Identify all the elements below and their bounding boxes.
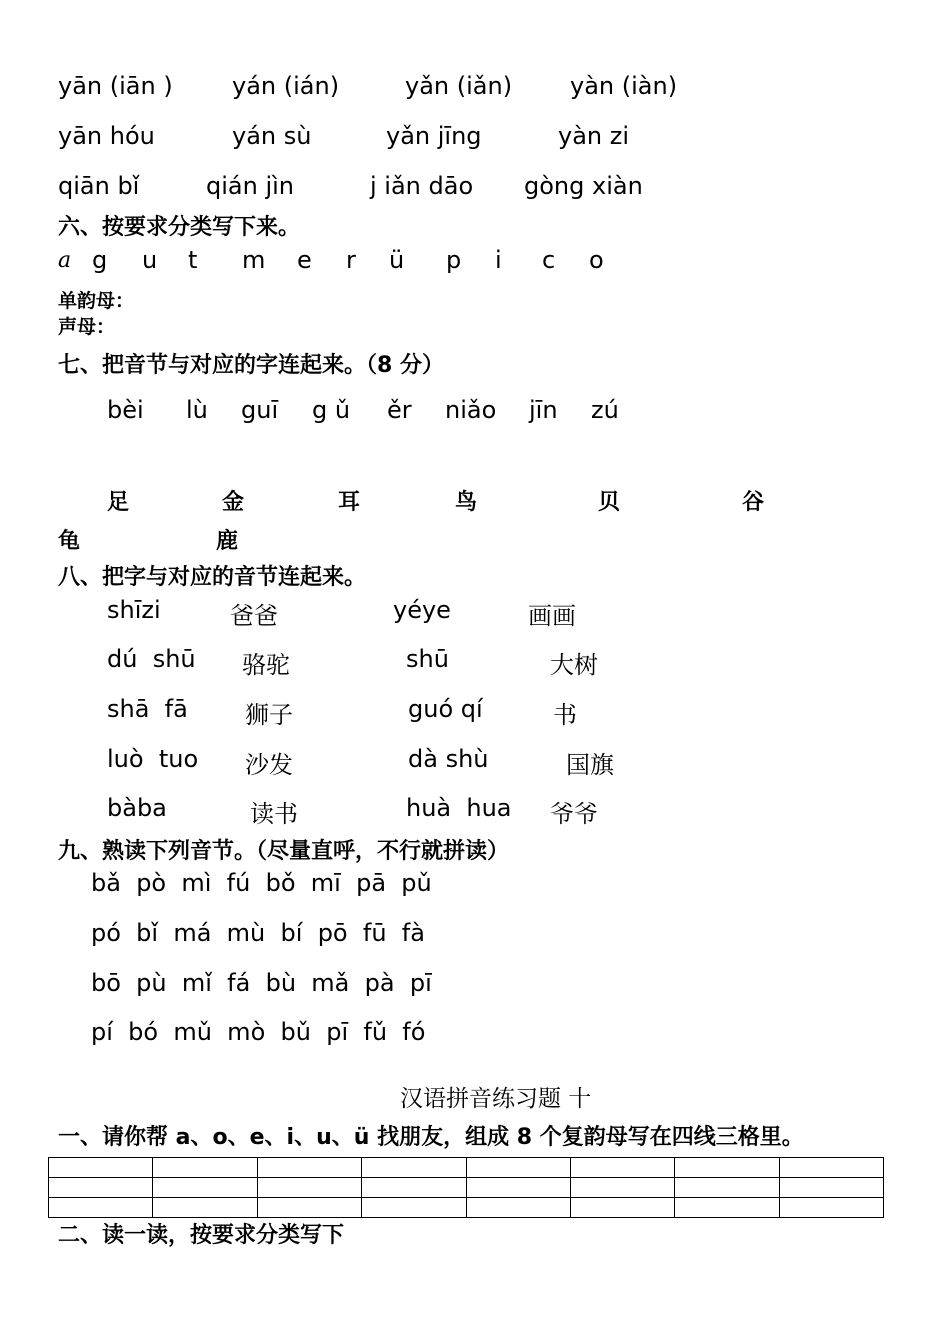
match-pinyin: shīzi [107, 596, 161, 624]
character: 金 [222, 490, 245, 515]
match-pinyin: huà hua [406, 794, 512, 822]
grid-cell [570, 1198, 674, 1218]
syllable: jīn [529, 396, 558, 424]
match-word: 国旗 [566, 751, 614, 779]
letter: c [542, 246, 556, 274]
match-pinyin: shā fā [107, 695, 188, 723]
letter: r [346, 246, 356, 274]
letter: t [188, 246, 198, 274]
grid-cell [153, 1178, 257, 1198]
syllable: ěr [387, 396, 412, 424]
grid-cell [779, 1198, 883, 1218]
match-word: 大树 [550, 651, 598, 679]
word-pinyin: qián jìn [206, 172, 294, 200]
grid-cell [570, 1158, 674, 1178]
match-word: 沙发 [245, 751, 293, 779]
syllable: yán (ián) [232, 72, 340, 100]
match-pinyin: bàba [107, 794, 167, 822]
character: 谷 [742, 490, 765, 515]
character: 耳 [338, 490, 361, 515]
grid-cell [362, 1158, 466, 1178]
grid-cell [570, 1178, 674, 1198]
match-word: 骆驼 [242, 651, 290, 679]
match-pinyin: shū [406, 645, 449, 673]
letter: i [495, 246, 502, 274]
syllable: zú [591, 396, 619, 424]
grid-cell [49, 1178, 153, 1198]
word-pinyin: yàn zi [558, 122, 630, 150]
letter: g [92, 246, 108, 274]
match-pinyin: luò tuo [107, 745, 199, 773]
section-9-title: 九、熟读下列音节。（尽量直呼，不行就拼读） [58, 839, 510, 864]
letter: ü [389, 246, 405, 274]
grid-cell [153, 1198, 257, 1218]
character: 贝 [598, 490, 621, 515]
syllable: lù [186, 396, 208, 424]
grid-cell [466, 1178, 570, 1198]
grid-cell [675, 1158, 779, 1178]
syllable: bèi [107, 396, 144, 424]
word-pinyin: yān hóu [58, 122, 155, 150]
section-8-title: 八、把字与对应的音节连起来。 [58, 565, 367, 590]
grid-cell [779, 1158, 883, 1178]
question-2: 二、读一读，按要求分类写下 [58, 1223, 345, 1248]
grid-row [49, 1178, 884, 1198]
grid-cell [362, 1178, 466, 1198]
syllable: yǎn (iǎn) [405, 72, 513, 100]
syllable: guī [241, 396, 279, 424]
match-word: 书 [553, 701, 577, 729]
syllable: yàn (iàn) [570, 72, 678, 100]
syllable: yān (iān ) [58, 72, 173, 100]
match-word: 爸爸 [230, 602, 278, 630]
exercise-title: 汉语拼音练习题 十 [400, 1086, 592, 1112]
match-word: 爷爷 [550, 800, 598, 828]
grid-cell [675, 1178, 779, 1198]
shengmu-label: 声母： [58, 316, 116, 338]
match-pinyin: guó qí [408, 695, 483, 723]
section-6-title: 六、按要求分类写下来。 [58, 215, 301, 240]
syllable-row: pí bó mǔ mò bǔ pī fǔ fó [91, 1018, 426, 1046]
match-word: 狮子 [245, 701, 293, 729]
word-pinyin: gòng xiàn [524, 172, 643, 200]
word-pinyin: qiān bǐ [58, 172, 140, 200]
section-7-title: 七、把音节与对应的字连起来。（8 分） [58, 353, 444, 378]
word-pinyin: yǎn jīng [386, 122, 482, 150]
character: 鸟 [455, 490, 478, 515]
match-pinyin: dà shù [408, 745, 489, 773]
syllable-row: bǎ pò mì fú bǒ mī pā pǔ [91, 869, 432, 897]
danyunmu-label: 单韵母： [58, 290, 135, 312]
match-pinyin: yéye [393, 596, 451, 624]
syllable: g ǔ [312, 396, 351, 424]
word-pinyin: j iǎn dāo [370, 172, 474, 200]
grid-row [49, 1158, 884, 1178]
grid-cell [153, 1158, 257, 1178]
character: 鹿 [216, 529, 239, 554]
grid-cell [675, 1198, 779, 1218]
writing-grid [48, 1157, 884, 1218]
letter: e [297, 246, 312, 274]
grid-cell [257, 1158, 361, 1178]
question-1: 一、请你帮 a、o、e、i、u、ü 找朋友，组成 8 个复韵母写在四线三格里。 [58, 1125, 804, 1150]
grid-cell [466, 1198, 570, 1218]
grid-cell [779, 1178, 883, 1198]
grid-cell [49, 1158, 153, 1178]
grid-cell [257, 1198, 361, 1218]
grid-cell [362, 1198, 466, 1218]
letter: u [142, 246, 158, 274]
letter: o [589, 246, 604, 274]
syllable: niǎo [445, 396, 497, 424]
match-word: 画画 [528, 602, 576, 630]
syllable-row: bō pù mǐ fá bù mǎ pà pī [91, 969, 432, 997]
character: 龟 [58, 529, 81, 554]
grid-cell [466, 1158, 570, 1178]
character: 足 [107, 490, 130, 515]
grid-row [49, 1198, 884, 1218]
syllable-row: pó bǐ má mù bí pō fū fà [91, 919, 425, 947]
grid-cell [257, 1178, 361, 1198]
word-pinyin: yán sù [232, 122, 312, 150]
letter: p [446, 246, 462, 274]
grid-cell [49, 1198, 153, 1218]
letter: a [58, 248, 72, 273]
match-word: 读书 [250, 800, 298, 828]
match-pinyin: dú shū [107, 645, 196, 673]
letter: m [242, 246, 266, 274]
